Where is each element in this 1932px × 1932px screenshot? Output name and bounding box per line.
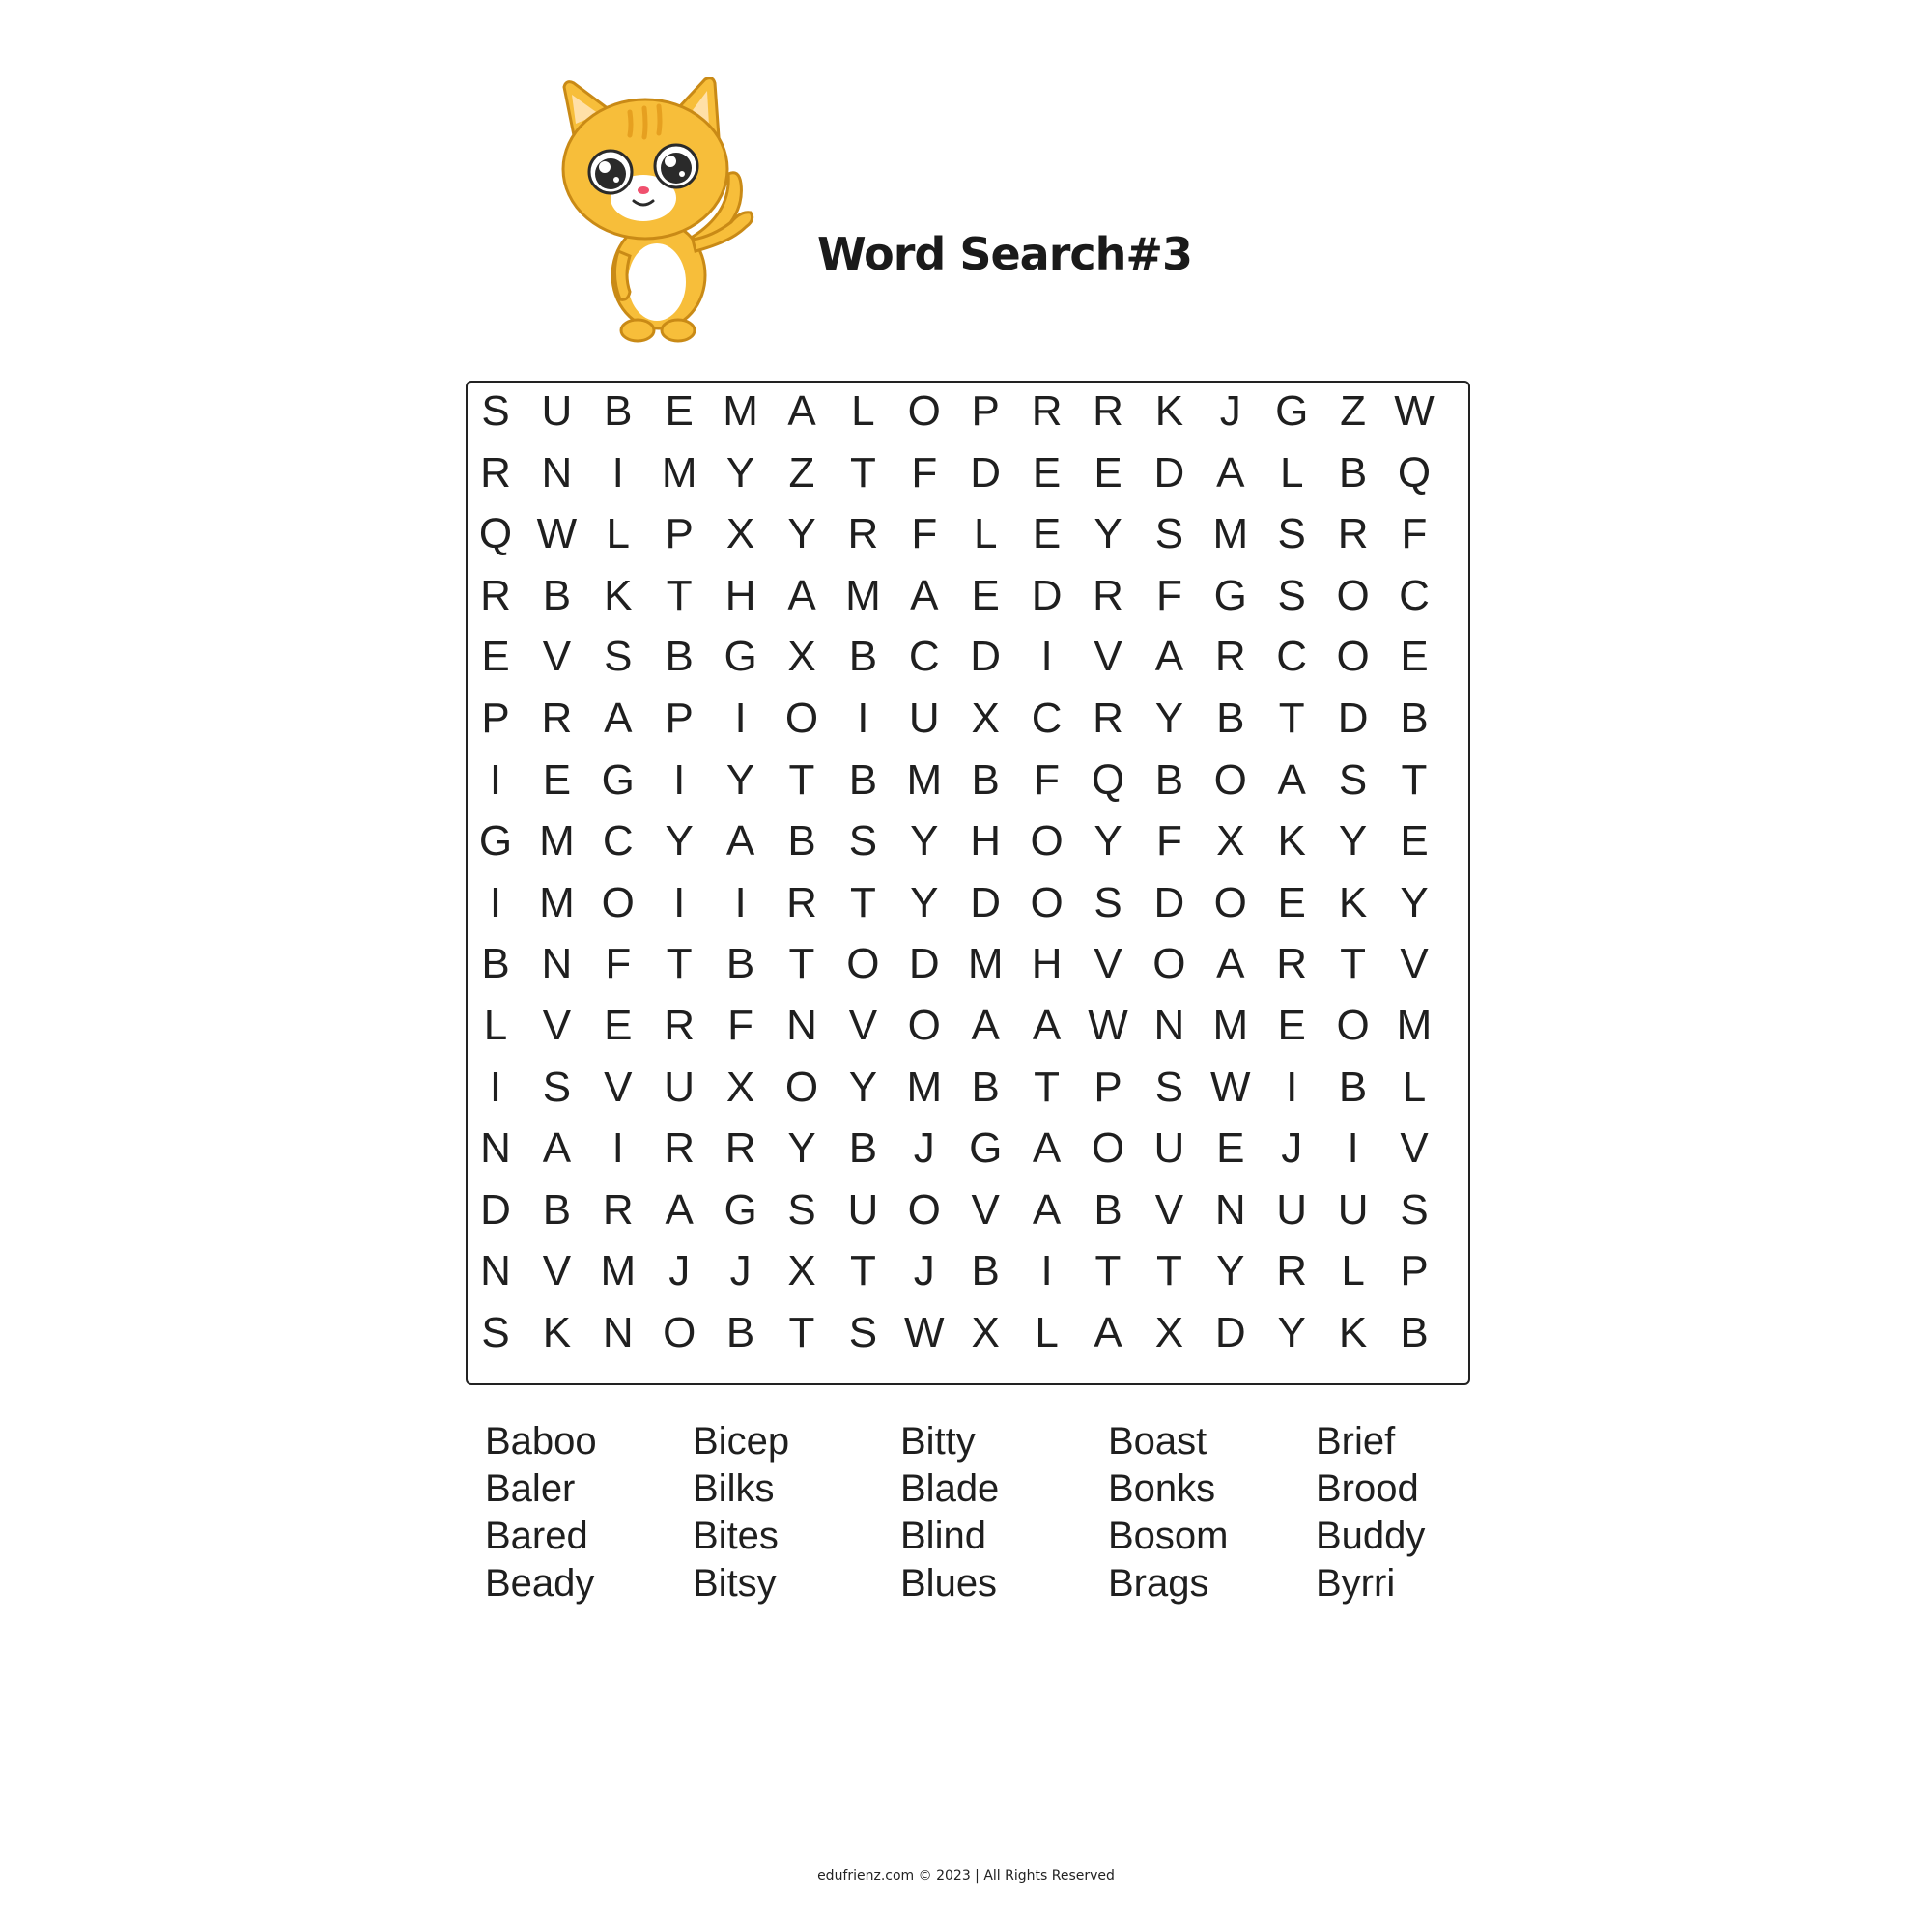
grid-letter: O bbox=[1091, 1124, 1125, 1173]
grid-letter: N bbox=[1214, 1185, 1246, 1234]
grid-letter: P bbox=[665, 695, 694, 742]
grid-letter: K bbox=[1338, 1309, 1368, 1356]
grid-letter: Y bbox=[725, 448, 755, 497]
grid-letter: B bbox=[848, 755, 878, 804]
grid-letter: M bbox=[1212, 510, 1249, 558]
grid-letter: X bbox=[787, 633, 816, 681]
grid-letter: E bbox=[1277, 1002, 1306, 1049]
word-list-item: Beady bbox=[485, 1562, 595, 1605]
grid-letter: W bbox=[536, 510, 578, 558]
grid-letter: R bbox=[480, 448, 511, 497]
grid-letter: B bbox=[971, 1063, 1000, 1111]
grid-letter: V bbox=[604, 1063, 633, 1111]
grid-letter: F bbox=[911, 448, 938, 497]
grid-letter: B bbox=[1216, 695, 1245, 742]
grid-letter: X bbox=[725, 510, 755, 558]
grid-letter: B bbox=[725, 1309, 755, 1356]
grid-letter: E bbox=[604, 1002, 633, 1049]
word-column bbox=[485, 1418, 678, 1607]
grid-letter: X bbox=[971, 1309, 1000, 1356]
grid-letter: N bbox=[541, 448, 573, 497]
word-search-grid bbox=[466, 381, 1470, 1385]
grid-letter: G bbox=[1275, 387, 1309, 435]
grid-letter: R bbox=[1214, 633, 1246, 681]
copyright-footer: edufrienz.com © 2023 | All Rights Reserved bbox=[817, 1868, 1115, 1884]
grid-letter: A bbox=[1032, 1002, 1062, 1049]
grid-letter: G bbox=[724, 1185, 757, 1234]
grid-letter: O bbox=[1213, 755, 1247, 804]
grid-letter: D bbox=[1031, 571, 1063, 619]
grid-letter: U bbox=[541, 387, 573, 435]
grid-letter: S bbox=[1277, 510, 1306, 558]
grid-letter: H bbox=[724, 571, 756, 619]
grid-letter: R bbox=[664, 1124, 696, 1173]
grid-letter: Y bbox=[787, 1124, 816, 1173]
grid-letter: A bbox=[1216, 940, 1245, 988]
grid-letter: A bbox=[604, 695, 633, 742]
grid-letter: J bbox=[1219, 387, 1241, 435]
grid-letter: A bbox=[971, 1002, 1000, 1049]
grid-letter: B bbox=[542, 571, 572, 619]
word-list-item: Blade bbox=[900, 1467, 1000, 1510]
grid-letter: M bbox=[600, 1247, 637, 1295]
grid-letter: Y bbox=[1277, 1309, 1306, 1356]
grid-letter: O bbox=[663, 1309, 696, 1356]
grid-letter: A bbox=[910, 571, 939, 619]
grid-letter: Q bbox=[1397, 448, 1432, 497]
grid-letter: Y bbox=[1400, 878, 1429, 926]
grid-letter: N bbox=[480, 1124, 511, 1173]
grid-letter: T bbox=[1155, 1247, 1182, 1295]
grid-letter: Y bbox=[1094, 510, 1122, 558]
grid-letter: K bbox=[1338, 878, 1368, 926]
grid-letter: A bbox=[1032, 1185, 1062, 1234]
grid-letter: S bbox=[1277, 571, 1306, 619]
grid-letter: U bbox=[664, 1063, 696, 1111]
grid-letter: V bbox=[542, 633, 572, 681]
grid-letter: S bbox=[481, 1309, 510, 1356]
grid-letter: T bbox=[666, 940, 693, 988]
grid-letter: M bbox=[845, 571, 881, 619]
grid-letter: I bbox=[489, 878, 502, 926]
grid-letter: I bbox=[734, 878, 747, 926]
grid-letter: E bbox=[1277, 878, 1306, 926]
grid-letter: O bbox=[907, 1185, 941, 1234]
word-column bbox=[1316, 1418, 1509, 1607]
grid-letter: X bbox=[971, 695, 1000, 742]
grid-letter: O bbox=[846, 940, 880, 988]
grid-letter: R bbox=[664, 1002, 696, 1049]
grid-letter: A bbox=[725, 817, 755, 866]
word-list-item: Bicep bbox=[693, 1420, 790, 1463]
grid-letter: G bbox=[724, 633, 757, 681]
word-list-item: Brood bbox=[1316, 1467, 1419, 1510]
grid-letter: O bbox=[907, 387, 941, 435]
grid-letter: B bbox=[848, 633, 878, 681]
grid-letter: S bbox=[1154, 1063, 1184, 1111]
grid-letter: E bbox=[1094, 448, 1122, 497]
grid-letter: B bbox=[665, 633, 694, 681]
grid-letter: E bbox=[1032, 448, 1062, 497]
grid-letter: Y bbox=[910, 878, 939, 926]
grid-letter: P bbox=[1400, 1247, 1429, 1295]
grid-letter: A bbox=[665, 1185, 694, 1234]
grid-letter: T bbox=[788, 940, 815, 988]
grid-letter: C bbox=[1276, 633, 1308, 681]
grid-letter: V bbox=[1400, 940, 1429, 988]
grid-letter: D bbox=[1214, 1309, 1246, 1356]
word-list-item: Bosom bbox=[1108, 1515, 1229, 1557]
grid-letter: A bbox=[1277, 755, 1306, 804]
grid-letter: R bbox=[1276, 940, 1308, 988]
grid-letter: S bbox=[481, 387, 510, 435]
grid-letter: Y bbox=[787, 510, 816, 558]
grid-letter: L bbox=[1341, 1247, 1365, 1295]
grid-letter: I bbox=[1347, 1124, 1359, 1173]
grid-letter: A bbox=[1094, 1309, 1122, 1356]
grid-letter: Q bbox=[1091, 755, 1125, 804]
grid-letter: V bbox=[848, 1002, 878, 1049]
grid-letter: B bbox=[1400, 695, 1429, 742]
grid-letter: A bbox=[542, 1124, 572, 1173]
grid-letter: W bbox=[1210, 1063, 1251, 1111]
grid-letter: S bbox=[1094, 878, 1122, 926]
grid-letter: X bbox=[787, 1247, 816, 1295]
grid-letter: F bbox=[1034, 755, 1061, 804]
grid-letter: B bbox=[481, 940, 510, 988]
word-list-item: Boast bbox=[1108, 1420, 1208, 1463]
grid-letter: S bbox=[1400, 1185, 1429, 1234]
grid-letter: S bbox=[604, 633, 633, 681]
word-list-item: Brief bbox=[1316, 1420, 1396, 1463]
grid-letter: D bbox=[908, 940, 940, 988]
grid-letter: L bbox=[483, 1002, 508, 1049]
grid-letter: B bbox=[787, 817, 816, 866]
grid-letter: B bbox=[971, 1247, 1000, 1295]
word-list-item: Baler bbox=[485, 1467, 576, 1510]
word-list-item: Baboo bbox=[485, 1420, 597, 1463]
grid-letter: L bbox=[1402, 1063, 1427, 1111]
word-list-item: Byrri bbox=[1316, 1562, 1396, 1605]
grid-letter: F bbox=[911, 510, 938, 558]
grid-letter: T bbox=[1034, 1063, 1061, 1111]
grid-letter: E bbox=[1400, 817, 1429, 866]
grid-letter: F bbox=[727, 1002, 754, 1049]
grid-letter: D bbox=[970, 633, 1002, 681]
grid-letter: O bbox=[907, 1002, 941, 1049]
grid-letter: Y bbox=[910, 817, 939, 866]
grid-letter: B bbox=[1400, 1309, 1429, 1356]
grid-letter: V bbox=[542, 1247, 572, 1295]
grid-letter: R bbox=[1093, 695, 1123, 742]
grid-letter: B bbox=[604, 387, 633, 435]
word-list-item: Bilks bbox=[693, 1467, 775, 1510]
grid-letter: J bbox=[729, 1247, 752, 1295]
grid-letter: D bbox=[970, 878, 1002, 926]
word-list-item: Bonks bbox=[1108, 1467, 1216, 1510]
grid-letter: T bbox=[1278, 695, 1305, 742]
grid-letter: P bbox=[481, 695, 510, 742]
grid-letter: C bbox=[1399, 571, 1430, 619]
grid-letter: Y bbox=[1154, 695, 1184, 742]
grid-letter: I bbox=[611, 448, 624, 497]
grid-letter: X bbox=[725, 1063, 755, 1111]
grid-letter: H bbox=[970, 817, 1002, 866]
grid-letter: Y bbox=[1216, 1247, 1245, 1295]
grid-letter: W bbox=[1088, 1002, 1128, 1049]
grid-letter: V bbox=[1400, 1124, 1429, 1173]
grid-letter: S bbox=[1154, 510, 1184, 558]
grid-letter: R bbox=[1093, 387, 1123, 435]
grid-letter: U bbox=[1153, 1124, 1185, 1173]
grid-letter: B bbox=[1154, 755, 1184, 804]
grid-letter: E bbox=[971, 571, 1000, 619]
grid-letter: R bbox=[724, 1124, 756, 1173]
grid-letter: U bbox=[908, 695, 940, 742]
grid-letter: V bbox=[542, 1002, 572, 1049]
grid-letter: F bbox=[1401, 510, 1428, 558]
grid-letter: L bbox=[973, 510, 998, 558]
grid-letter: R bbox=[480, 571, 511, 619]
grid-letter: D bbox=[1153, 448, 1185, 497]
grid-letter: K bbox=[1277, 817, 1306, 866]
grid-letter: M bbox=[539, 817, 575, 866]
grid-letter: E bbox=[481, 633, 510, 681]
grid-letter: N bbox=[1153, 1002, 1185, 1049]
grid-letter: O bbox=[1336, 1002, 1370, 1049]
grid-letter: F bbox=[1155, 817, 1182, 866]
grid-letter: T bbox=[1401, 755, 1428, 804]
grid-letter: M bbox=[906, 755, 943, 804]
grid-letter: J bbox=[668, 1247, 691, 1295]
grid-letter: S bbox=[848, 1309, 878, 1356]
grid-letter: I bbox=[1286, 1063, 1298, 1111]
grid-letter: I bbox=[1040, 633, 1053, 681]
grid-letter: M bbox=[539, 878, 575, 926]
grid-letter: R bbox=[1031, 387, 1063, 435]
word-column bbox=[1108, 1418, 1301, 1607]
grid-letter: Y bbox=[1094, 817, 1122, 866]
grid-letter: Q bbox=[478, 510, 513, 558]
grid-letter: O bbox=[1030, 878, 1064, 926]
grid-letter: S bbox=[542, 1063, 572, 1111]
grid-letter: O bbox=[784, 695, 819, 742]
grid-letter: K bbox=[1154, 387, 1184, 435]
word-list-item: Bared bbox=[485, 1515, 588, 1557]
grid-letter: O bbox=[1336, 633, 1370, 681]
grid-letter: R bbox=[1276, 1247, 1308, 1295]
word-list-item: Bitty bbox=[900, 1420, 976, 1463]
grid-letter: G bbox=[1213, 571, 1247, 619]
grid-letter: C bbox=[602, 817, 634, 866]
grid-letter: R bbox=[786, 878, 817, 926]
grid-letter: M bbox=[1396, 1002, 1433, 1049]
grid-letter: V bbox=[971, 1185, 1000, 1234]
grid-letter: G bbox=[478, 817, 513, 866]
grid-letter: B bbox=[1094, 1185, 1122, 1234]
grid-letter: N bbox=[480, 1247, 511, 1295]
grid-letter: A bbox=[787, 387, 816, 435]
grid-letter: I bbox=[734, 695, 747, 742]
grid-letter: E bbox=[542, 755, 572, 804]
grid-letter: D bbox=[480, 1185, 511, 1234]
page-title: Word Search#3 bbox=[817, 228, 1192, 280]
word-list-item: Bitsy bbox=[693, 1562, 777, 1605]
grid-letter: D bbox=[970, 448, 1002, 497]
grid-letter: O bbox=[601, 878, 635, 926]
grid-letter: S bbox=[1338, 755, 1368, 804]
grid-letter: T bbox=[1340, 940, 1367, 988]
word-list-item: Buddy bbox=[1316, 1515, 1426, 1557]
grid-letter: A bbox=[787, 571, 816, 619]
grid-letter: Y bbox=[725, 755, 755, 804]
grid-letter: X bbox=[1154, 1309, 1184, 1356]
grid-letter: P bbox=[1094, 1063, 1122, 1111]
grid-letter: B bbox=[1338, 1063, 1368, 1111]
grid-letter: L bbox=[606, 510, 631, 558]
word-list-item: Bites bbox=[693, 1515, 779, 1557]
grid-letter: L bbox=[851, 387, 875, 435]
grid-letter: R bbox=[847, 510, 879, 558]
grid-letter: Y bbox=[848, 1063, 878, 1111]
grid-letter: T bbox=[849, 1247, 876, 1295]
grid-letter: R bbox=[541, 695, 573, 742]
grid-letter: W bbox=[1394, 387, 1435, 435]
grid-letter: C bbox=[1031, 695, 1063, 742]
grid-letter: D bbox=[1337, 695, 1369, 742]
grid-letter: T bbox=[849, 448, 876, 497]
grid-letter: K bbox=[542, 1309, 572, 1356]
grid-letter: T bbox=[849, 878, 876, 926]
grid-letter: M bbox=[723, 387, 758, 435]
grid-letter: Y bbox=[1338, 817, 1368, 866]
grid-letter: R bbox=[602, 1185, 634, 1234]
word-list-item: Brags bbox=[1108, 1562, 1209, 1605]
word-column bbox=[900, 1418, 1094, 1607]
grid-letter: N bbox=[602, 1309, 634, 1356]
grid-letter: O bbox=[1152, 940, 1186, 988]
grid-letter: U bbox=[847, 1185, 879, 1234]
grid-letter: A bbox=[1216, 448, 1245, 497]
grid-letter: P bbox=[665, 510, 694, 558]
grid-letter: Y bbox=[665, 817, 694, 866]
grid-letter: M bbox=[661, 448, 697, 497]
grid-letter: E bbox=[1032, 510, 1062, 558]
grid-letter: O bbox=[1213, 878, 1247, 926]
grid-letter: A bbox=[1032, 1124, 1062, 1173]
grid-letter: E bbox=[1216, 1124, 1245, 1173]
word-list bbox=[485, 1418, 1470, 1631]
grid-letter: N bbox=[541, 940, 573, 988]
grid-letter: W bbox=[904, 1309, 945, 1356]
grid-letter: L bbox=[1035, 1309, 1059, 1356]
grid-letter: I bbox=[489, 1063, 502, 1111]
grid-letter: J bbox=[913, 1247, 935, 1295]
grid-letter: V bbox=[1154, 1185, 1184, 1234]
grid-letter: M bbox=[906, 1063, 943, 1111]
grid-letter: C bbox=[908, 633, 940, 681]
grid-letter: U bbox=[1276, 1185, 1308, 1234]
grid-letter: B bbox=[542, 1185, 572, 1234]
grid-letter: H bbox=[1031, 940, 1063, 988]
grid-letter: J bbox=[1281, 1124, 1303, 1173]
grid-letter: F bbox=[605, 940, 632, 988]
letter-grid bbox=[468, 383, 1472, 1387]
grid-letter: V bbox=[1094, 940, 1122, 988]
grid-letter: T bbox=[666, 571, 693, 619]
grid-letter: M bbox=[1212, 1002, 1249, 1049]
grid-letter: S bbox=[787, 1185, 816, 1234]
grid-letter: O bbox=[1336, 571, 1370, 619]
grid-letter: P bbox=[971, 387, 1000, 435]
grid-letter: M bbox=[967, 940, 1004, 988]
grid-letter: D bbox=[1153, 878, 1185, 926]
grid-letter: O bbox=[1030, 817, 1064, 866]
grid-letter: N bbox=[786, 1002, 817, 1049]
grid-letter: B bbox=[848, 1124, 878, 1173]
grid-letter: F bbox=[1155, 571, 1182, 619]
word-list-item: Blind bbox=[900, 1515, 986, 1557]
grid-letter: I bbox=[489, 755, 502, 804]
grid-letter: G bbox=[969, 1124, 1003, 1173]
grid-letter: T bbox=[788, 755, 815, 804]
grid-letter: I bbox=[857, 695, 869, 742]
grid-letter: V bbox=[1094, 633, 1122, 681]
cartoon-cat-icon bbox=[553, 77, 765, 353]
grid-letter: S bbox=[848, 817, 878, 866]
grid-letter: Z bbox=[1340, 387, 1367, 435]
grid-letter: O bbox=[784, 1063, 819, 1111]
word-column bbox=[693, 1418, 886, 1607]
grid-letter: U bbox=[1337, 1185, 1369, 1234]
grid-letter: T bbox=[788, 1309, 815, 1356]
grid-letter: I bbox=[611, 1124, 624, 1173]
grid-letter: L bbox=[1279, 448, 1304, 497]
grid-letter: I bbox=[673, 878, 686, 926]
grid-letter: T bbox=[1094, 1247, 1122, 1295]
grid-letter: R bbox=[1337, 510, 1369, 558]
grid-letter: K bbox=[604, 571, 633, 619]
grid-letter: G bbox=[601, 755, 635, 804]
word-list-item: Blues bbox=[900, 1562, 998, 1605]
grid-letter: X bbox=[1216, 817, 1245, 866]
grid-letter: B bbox=[1338, 448, 1368, 497]
grid-letter: B bbox=[971, 755, 1000, 804]
grid-letter: I bbox=[673, 755, 686, 804]
grid-letter: J bbox=[913, 1124, 935, 1173]
grid-letter: B bbox=[725, 940, 755, 988]
grid-letter: R bbox=[1093, 571, 1123, 619]
grid-letter: E bbox=[665, 387, 694, 435]
grid-letter: Z bbox=[788, 448, 815, 497]
grid-letter: I bbox=[1040, 1247, 1053, 1295]
grid-letter: E bbox=[1400, 633, 1429, 681]
grid-letter: A bbox=[1154, 633, 1184, 681]
